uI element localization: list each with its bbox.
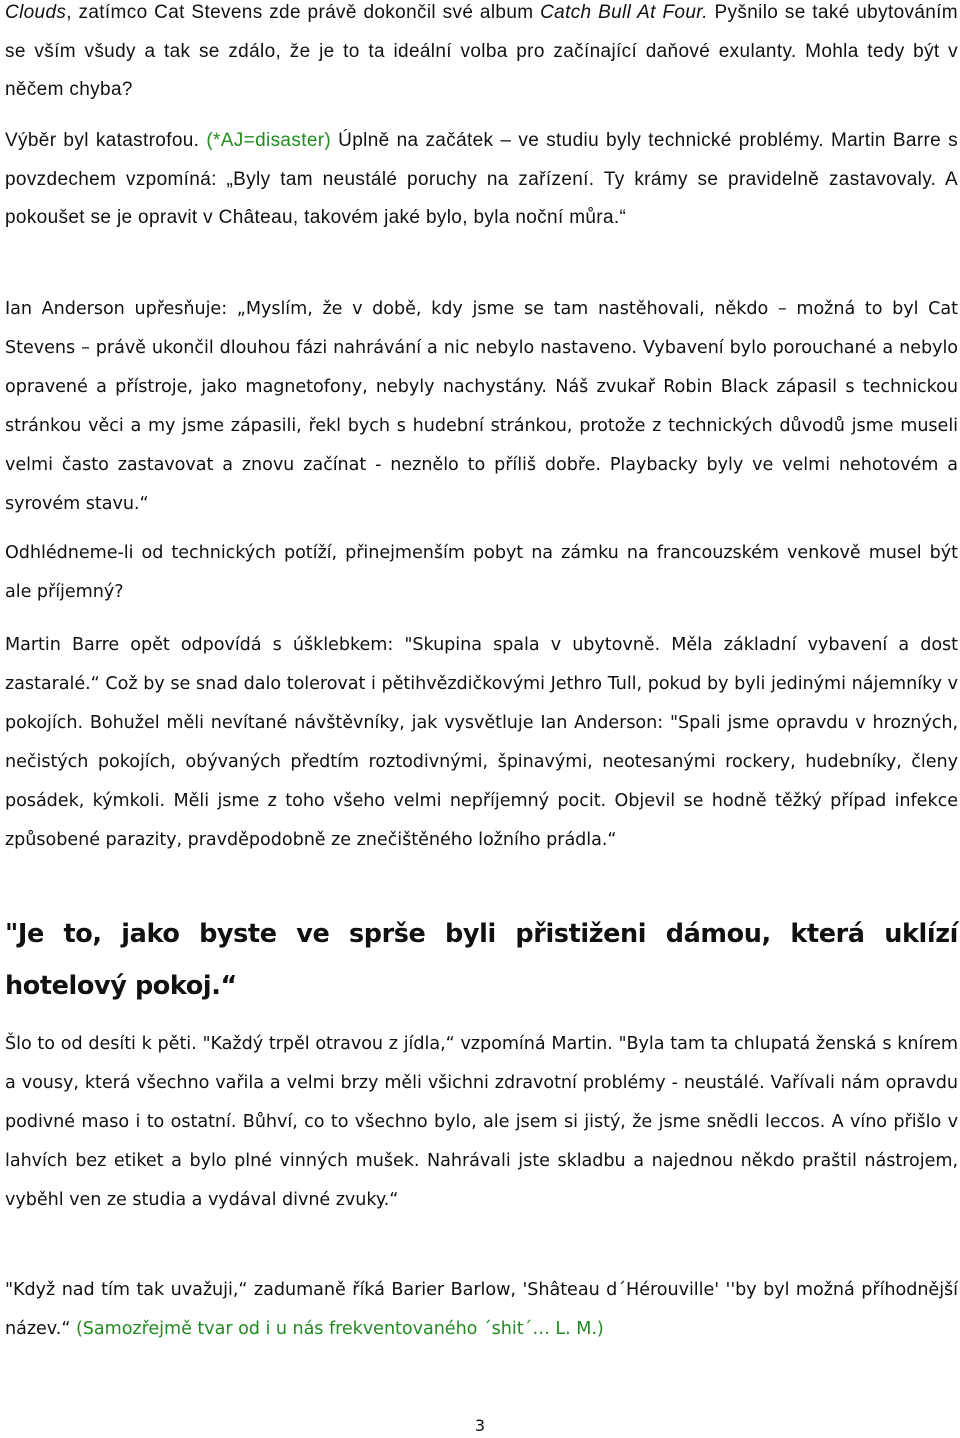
paragraph-2-text-a: Výběr byl katastrofou.	[5, 130, 207, 151]
paragraph-7-text: "Když nad tím tak uvažuji,“ zadumaně říká Barier Barlow, 'Shâteau d´Hérouville' ''by byl možná příhodnější název.“	[5, 1280, 958, 1339]
album-title-catch-bull: Catch Bull At Four.	[540, 2, 708, 23]
translator-note-disaster: (*AJ=disaster)	[206, 130, 332, 151]
paragraph-3: Ian Anderson upřesňuje: „Myslím, že v době, kdy jsme se tam nastěhovali, někdo – možná to byl Cat Stevens – právě ukončil dlouhou fázi nahrávání a nic nebylo nastaveno. Vybavení bylo porouchané a nebylo opravené a přístroje, jako magnetofony, nebyly nachystány. Náš zvukař Robin Black zápasil s technickou stránkou věci a my jsme zápasili, řekl bych s hudební stránkou, protože z technických důvodů jsme museli velmi často zastavovat a znovu začínat - neznělo to příliš dobře. Playbacky byly ve velmi nehotovém a syrovém stavu.“	[5, 299, 958, 514]
paragraph-1-text-b: Pyšnilo se také ubytováním se vším všudy a tak se zdálo, že je to ta ideální volba pro začínající daňové exulanty. Mohla tedy být v něčem chyba?	[5, 2, 958, 100]
paragraph-7	[5, 1271, 958, 1349]
page-number: 3	[474, 1416, 486, 1435]
paragraph-1	[5, 0, 958, 110]
paragraph-2-text-b: Úplně na začátek – ve studiu byly technické problémy. Martin Barre s povzdechem vzpomíná: „Byly tam neustálé poruchy na zařízení. Ty krámy se pravidelně zastavovaly. A pokoušet se je opravit v Château, takovém jaké bylo, byla noční můra.“	[5, 130, 958, 228]
paragraph-6: Šlo to od desíti k pěti. "Každý trpěl otravou z jídla,“ vzpomíná Martin. "Byla tam ta chlupatá ženská s knírem a vousy, která všechno vařila a velmi brzy měli všichni zdravotní problémy - neustálé. Vařívali nám opravdu podivné maso i to ostatní. Bůhví, co to všechno bylo, ale jsem si jistý, že jsme snědli leccos. A víno přišlo v lahvích bez etiket a bylo plné vinných mušek. Nahrávali jste skladbu a najednou někdo praštil nástrojem, vyběhl ven ze studia a vydával divné zvuky.“	[5, 1034, 958, 1210]
paragraph-5: Martin Barre opět odpovídá s úšklebkem: "Skupina spala v ubytovně. Měla základní vybavení a dost zastaralé.“ Což by se snad dalo tolerovat i pětihvězdičkovými Jethro Tull, pokud by byli jedinými nájemníky v pokojích. Bohužel měli nevítané návštěvníky, jak vysvětluje Ian Anderson: "Spali jsme opravdu v hrozných, nečistých pokojích, obývaných předtím roztodivnými, špinavými, neotesanými rockery, hudebníky, členy posádek, kýmkoli. Měli jsme z toho všeho velmi nepříjemný pocit. Objevil se hodně těžký případ infekce způsobené parazity, pravděpodobně ze znečištěného ložního prádla.“	[5, 635, 958, 850]
album-title-clouds: Clouds	[5, 2, 67, 23]
translator-note-shit: (Samozřejmě tvar od i u nás frekventovaného ´shit´… L. M.)	[75, 1318, 604, 1339]
paragraph-2	[5, 122, 958, 238]
pull-quote-heading: "Je to, jako byste ve sprše byli přistiženi dámou, která uklízí hotelový pokoj.“	[5, 919, 958, 1001]
paragraph-1-text-a: , zatímco Cat Stevens zde právě dokončil své album	[66, 2, 541, 23]
paragraph-4: Odhlédneme-li od technických potíží, přinejmenším pobyt na zámku na francouzském venkově musel být ale příjemný?	[5, 543, 958, 602]
